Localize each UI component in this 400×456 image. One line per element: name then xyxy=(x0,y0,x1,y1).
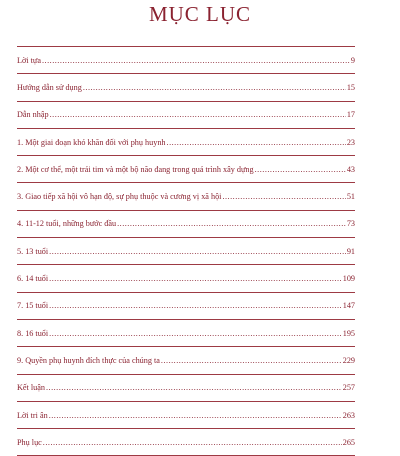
toc-entry-text xyxy=(17,383,343,392)
toc-entry-page: 257 xyxy=(342,383,355,393)
toc-entry-label: Lời tri ân xyxy=(17,410,48,420)
leader-dots xyxy=(49,329,342,338)
toc-entry-page: 229 xyxy=(342,355,355,365)
leader-dots xyxy=(49,301,342,310)
leader-dots xyxy=(50,110,346,119)
toc-entry-text xyxy=(17,83,347,92)
toc-entry-text xyxy=(17,411,343,420)
toc-entry[interactable] xyxy=(17,156,355,183)
toc-entry-text xyxy=(17,356,343,365)
leader-dots xyxy=(49,274,342,283)
toc-entry-page: 15 xyxy=(346,82,355,92)
toc-entry[interactable] xyxy=(17,293,355,320)
toc-entry-text xyxy=(17,165,347,174)
toc-entry-text xyxy=(17,274,343,283)
page-title: MỤC LỤC xyxy=(148,2,252,26)
toc-entry[interactable] xyxy=(17,375,355,402)
leader-dots xyxy=(117,219,346,228)
toc-entry-label: 5. 13 tuổi xyxy=(17,246,49,256)
leader-dots xyxy=(161,356,342,365)
toc-entry-page: 17 xyxy=(346,110,355,120)
toc-entry-label: Kết luận xyxy=(17,383,45,393)
toc-entry-page: 23 xyxy=(346,137,355,147)
toc-entry-page: 263 xyxy=(342,410,355,420)
leader-dots xyxy=(83,83,346,92)
toc-entry[interactable] xyxy=(17,265,355,292)
toc-entry-text xyxy=(17,438,343,447)
toc-entry-label: 3. Giao tiếp xã hội vô hạn độ, sự phụ thuộc và cương vị xã hội xyxy=(17,192,222,202)
table-of-contents xyxy=(17,46,355,456)
toc-entry-text xyxy=(17,247,347,256)
toc-entry-label: 7. 15 tuổi xyxy=(17,301,49,311)
toc-entry-text xyxy=(17,329,343,338)
toc-entry-text xyxy=(17,301,343,310)
toc-entry[interactable] xyxy=(17,211,355,238)
leader-dots xyxy=(255,165,346,174)
toc-entry-page: 73 xyxy=(346,219,355,229)
toc-entry-label: 6. 14 tuổi xyxy=(17,274,49,284)
toc-entry-label: 9. Quyền phụ huynh đích thực của chúng ta xyxy=(17,355,160,365)
leader-dots xyxy=(167,138,346,147)
toc-entry[interactable] xyxy=(17,74,355,101)
leader-dots xyxy=(43,438,342,447)
toc-entry[interactable] xyxy=(17,429,355,456)
toc-entry-text xyxy=(17,110,347,119)
toc-entry-label: 1. Một giai đoạn khó khăn đối với phụ huynh xyxy=(17,137,166,147)
toc-entry-page: 51 xyxy=(346,192,355,202)
toc-entry-text xyxy=(17,219,347,228)
toc-entry-page: 109 xyxy=(342,274,355,284)
toc-entry-text xyxy=(17,138,347,147)
toc-entry[interactable] xyxy=(17,183,355,210)
toc-entry-page: 43 xyxy=(346,164,355,174)
leader-dots xyxy=(49,247,346,256)
toc-entry-label: Lời tựa xyxy=(17,55,41,65)
leader-dots xyxy=(49,411,342,420)
toc-entry-page: 9 xyxy=(350,55,355,65)
toc-entry[interactable] xyxy=(17,102,355,129)
toc-entry[interactable] xyxy=(17,347,355,374)
leader-dots xyxy=(46,383,342,392)
toc-entry[interactable] xyxy=(17,402,355,429)
toc-entry-text xyxy=(17,192,347,201)
toc-entry[interactable] xyxy=(17,320,355,347)
toc-entry-text xyxy=(17,56,351,65)
toc-entry[interactable] xyxy=(17,47,355,74)
toc-entry-label: 8. 16 tuổi xyxy=(17,328,49,338)
toc-entry[interactable] xyxy=(17,238,355,265)
toc-entry-page: 91 xyxy=(346,246,355,256)
toc-entry-label: 2. Một cơ thể, một trái tim và một bộ não đang trong quá trình xây dựng xyxy=(17,164,254,174)
leader-dots xyxy=(222,192,345,201)
toc-entry-page: 147 xyxy=(342,301,355,311)
toc-entry-page: 195 xyxy=(342,328,355,338)
toc-entry-label: Hướng dẫn sử dụng xyxy=(17,82,82,92)
toc-entry[interactable] xyxy=(17,129,355,156)
toc-entry-label: Dẫn nhập xyxy=(17,110,49,120)
leader-dots xyxy=(42,56,350,65)
toc-entry-label: 4. 11-12 tuổi, những bước đầu xyxy=(17,219,117,229)
toc-entry-label: Phụ lục xyxy=(17,437,42,447)
toc-entry-page: 265 xyxy=(342,437,355,447)
